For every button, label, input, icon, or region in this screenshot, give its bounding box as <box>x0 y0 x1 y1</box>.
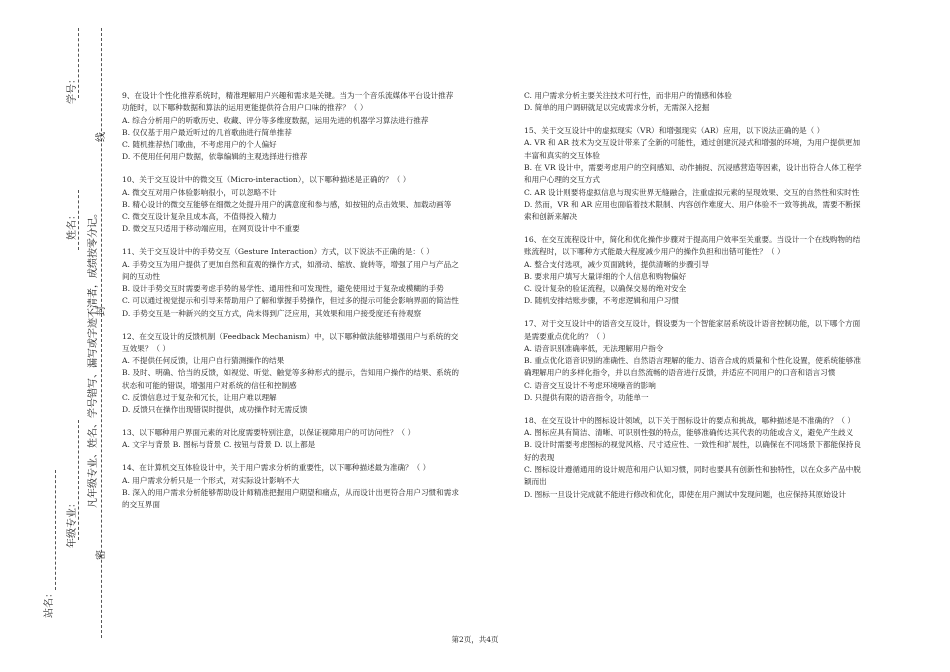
blank-zhanming <box>55 470 56 590</box>
option-d: D. 只提供有限的语音指令，功能单一 <box>524 393 649 403</box>
question-14 <box>122 462 460 511</box>
question-11 <box>122 246 460 320</box>
option-a: A. 语音识别准确率低，无法理解用户指令 <box>524 343 664 353</box>
option-d: D. 反馈只在操作出现错误时提供，成功操作时无需反馈 <box>122 405 308 415</box>
option-a: A. 整合支付选项，减少页面跳转，提供清晰的步骤引导 <box>524 259 709 269</box>
seal-dashed-line <box>101 28 102 638</box>
question-stem: 11、关于交互设计中的手势交互（Gesture Interaction）方式，以下说法不正确的是：（ ） <box>122 247 434 257</box>
label-zhanming: 站名： <box>44 588 55 618</box>
option-c: C. AR 设计则要将虚拟信息与现实世界无缝融合，注重虚拟元素的呈现效果、交互的自然性和实时性 <box>524 187 860 197</box>
option-c: C. 反馈信息过于复杂和冗长，让用户难以理解 <box>122 393 277 403</box>
option-a: A. 不提供任何反馈，让用户自行猜测操作的结果 <box>122 356 285 366</box>
option-a: A. VR 和 AR 技术为交互设计带来了全新的可能性，通过创建沉浸式和增强的环境，为用户提供更加丰富和真实的交互体验 <box>524 138 861 160</box>
option-d: D. 微交互只适用于移动端应用，在网页设计中不重要 <box>122 224 300 234</box>
question-10 <box>122 174 460 235</box>
option-a: A. 综合分析用户的听歌历史、收藏、评分等多维度数据，运用先进的机器学习算法进行推荐 <box>122 115 429 125</box>
option-d: D. 随机安排结账步骤，不考虑逻辑和用户习惯 <box>524 296 679 306</box>
question-14-continued <box>524 90 862 115</box>
question-stem: 12、在交互设计的反馈机制（Feedback Mechanism）中，以下哪种做法能够增强用户与系统的交互效果？（ ） <box>122 331 459 353</box>
option-a: A. 手势交互为用户提供了更加自然和直观的操作方式，如滑动、缩放、旋转等，增强了用户与产品之间的互动性 <box>122 259 459 281</box>
option-c: C. 随机推荐热门歌曲，不考虑用户的个人偏好 <box>122 140 277 150</box>
binding-margin <box>0 0 112 672</box>
label-grade-major: 年级专业： <box>67 498 78 548</box>
seal-line-text: 凡年级专业、姓名、学号错写、漏写或字迹不清者，成绩按零分记。 <box>88 208 99 508</box>
question-12 <box>122 331 460 417</box>
option-c: C. 语音交互设计不考虑环境噪音的影响 <box>524 380 656 390</box>
option-row: A. 文字与背景 B. 图标与背景 C. 按钮与背景 D. 以上都是 <box>122 440 316 450</box>
option-b: B. 精心设计的微交互能够在细微之处提升用户的满意度和参与感，如按钮的点击效果、加载动画等 <box>122 199 452 209</box>
option-c: C. 设计复杂的验证流程，以确保交易的绝对安全 <box>524 284 687 294</box>
option-b: B. 仅仅基于用户最近听过的几首歌曲进行简单推荐 <box>122 127 292 137</box>
option-b: B. 及时、明确、恰当的反馈，如视觉、听觉、触觉等多种形式的提示，告知用户操作的结果、系统的状态和可能的错误，增强用户对系统的信任和控制感 <box>122 368 459 390</box>
blank-grade-major <box>78 420 79 540</box>
question-stem: 18、在交互设计中的图标设计领域，以下关于图标设计的要点和挑战，哪种描述是不准确的？（ ） <box>524 415 856 425</box>
option-a: A. 图标应具有简洁、清晰、可识别性强的特点，能够准确传达其代表的功能或含义，避免产生歧义 <box>524 428 854 438</box>
option-c: C. 微交互设计复杂且成本高，不值得投入精力 <box>122 212 277 222</box>
option-a: A. 微交互对用户体验影响很小，可以忽略不计 <box>122 187 277 197</box>
question-stem: 15、关于交互设计中的虚拟现实（VR）和增强现实（AR）应用，以下说法正确的是（ ） <box>524 126 825 136</box>
option-b: B. 设计时需要考虑图标的视觉风格、尺寸适应性、一致性和扩展性，以确保在不同场景下都能保持良好的表现 <box>524 440 861 462</box>
option-a: A. 用户需求分析只是一个形式，对实际设计影响不大 <box>122 475 300 485</box>
seal-mark-feng: 封 <box>96 306 107 316</box>
question-16 <box>524 234 862 308</box>
question-stem: 17、对于交互设计中的语音交互设计，假设要为一个智能家居系统设计语音控制功能，以下哪个方面是需要重点优化的？（ ） <box>524 319 861 341</box>
option-c: C. 可以通过视觉提示和引导来帮助用户了解和掌握手势操作，但过多的提示可能会影响界面的简洁性 <box>122 296 459 306</box>
question-stem: 9、在设计个性化推荐系统时，精准理解用户兴趣和需求是关键。当为一个音乐流媒体平台设计推荐功能时，以下哪种数据和算法的运用更能提供符合用户口味的推荐？（ ） <box>122 91 454 113</box>
question-stem: 16、在交互流程设计中，简化和优化操作步骤对于提高用户效率至关重要。当设计一个在线购物的结账流程时，以下哪种方式能最大程度减少用户的操作负担和出错可能性？（ ） <box>524 234 861 257</box>
option-d: D. 简单的用户调研就足以完成需求分析，无需深入挖掘 <box>524 103 710 113</box>
option-c: C. 图标设计遵循通用的设计规范和用户认知习惯，同时也要具有创新性和独特性，以在众多产品中脱颖而出 <box>524 465 861 487</box>
right-column <box>524 90 862 511</box>
option-b: B. 重点优化语音识别的准确性、自然语言理解的能力、语音合成的质量和个性化设置，使系统能够准确理解用户的多样化指令，并以自然流畅的语音进行反馈，并适应不同用户的口音和语言习惯 <box>524 356 861 378</box>
blank-name <box>78 190 79 250</box>
question-stem: 14、在计算机交互体验设计中，关于用户需求分析的重要性，以下哪种描述最为准确？（ ） <box>122 463 431 473</box>
question-15 <box>524 125 862 223</box>
option-b: B. 要求用户填写大量详细的个人信息和购物偏好 <box>524 271 687 281</box>
question-18 <box>524 415 862 501</box>
question-stem: 10、关于交互设计中的微交互（Micro-interaction），以下哪种描述是正确的？（ ） <box>122 175 411 185</box>
option-c: C. 用户需求分析主要关注技术可行性，而非用户的情感和体验 <box>524 91 732 100</box>
option-d: D. 然而，VR 和 AR 应用也面临着技术限制、内容创作难度大、用户体验不一致等挑战，需要不断探索和创新来解决 <box>524 199 861 222</box>
option-d: D. 不使用任何用户数据，依靠编辑的主观选择进行推荐 <box>122 152 308 162</box>
question-stem: 13、以下哪种用户界面元素的对比度需要特别注意，以保证视障用户的可访问性？（ ） <box>122 428 416 438</box>
option-d: D. 图标一旦设计完成就不能进行修改和优化，即使在用户测试中发现问题，也应保持其原始设计 <box>524 489 846 499</box>
seal-mark-xian: 线 <box>96 132 107 142</box>
label-name: 姓名： <box>67 210 78 240</box>
question-9 <box>122 90 460 164</box>
blank-student-id <box>78 28 79 98</box>
label-student-id: 学号： <box>67 74 78 104</box>
option-b: B. 在 VR 设计中，需要考虑用户的空间感知、动作捕捉、沉浸感营造等因素，设计出符合人体工程学和用户心理的交互方式 <box>524 162 862 185</box>
option-d: D. 手势交互是一种新兴的交互方式，尚未得到广泛应用，其效果和用户接受度还有待观察 <box>122 308 422 318</box>
page-number-footer: 第2页，共4页 <box>451 635 499 644</box>
question-13 <box>122 427 460 452</box>
seal-mark-mi: 密 <box>96 550 107 560</box>
left-column <box>122 90 460 522</box>
option-b: B. 深入的用户需求分析能够帮助设计师精准把握用户期望和痛点，从而设计出更符合用户习惯和需求的交互界面 <box>122 487 459 510</box>
option-b: B. 设计手势交互时需要考虑手势的易学性、通用性和可发现性，避免使用过于复杂或模糊的手势 <box>122 284 444 294</box>
question-17 <box>524 318 862 404</box>
